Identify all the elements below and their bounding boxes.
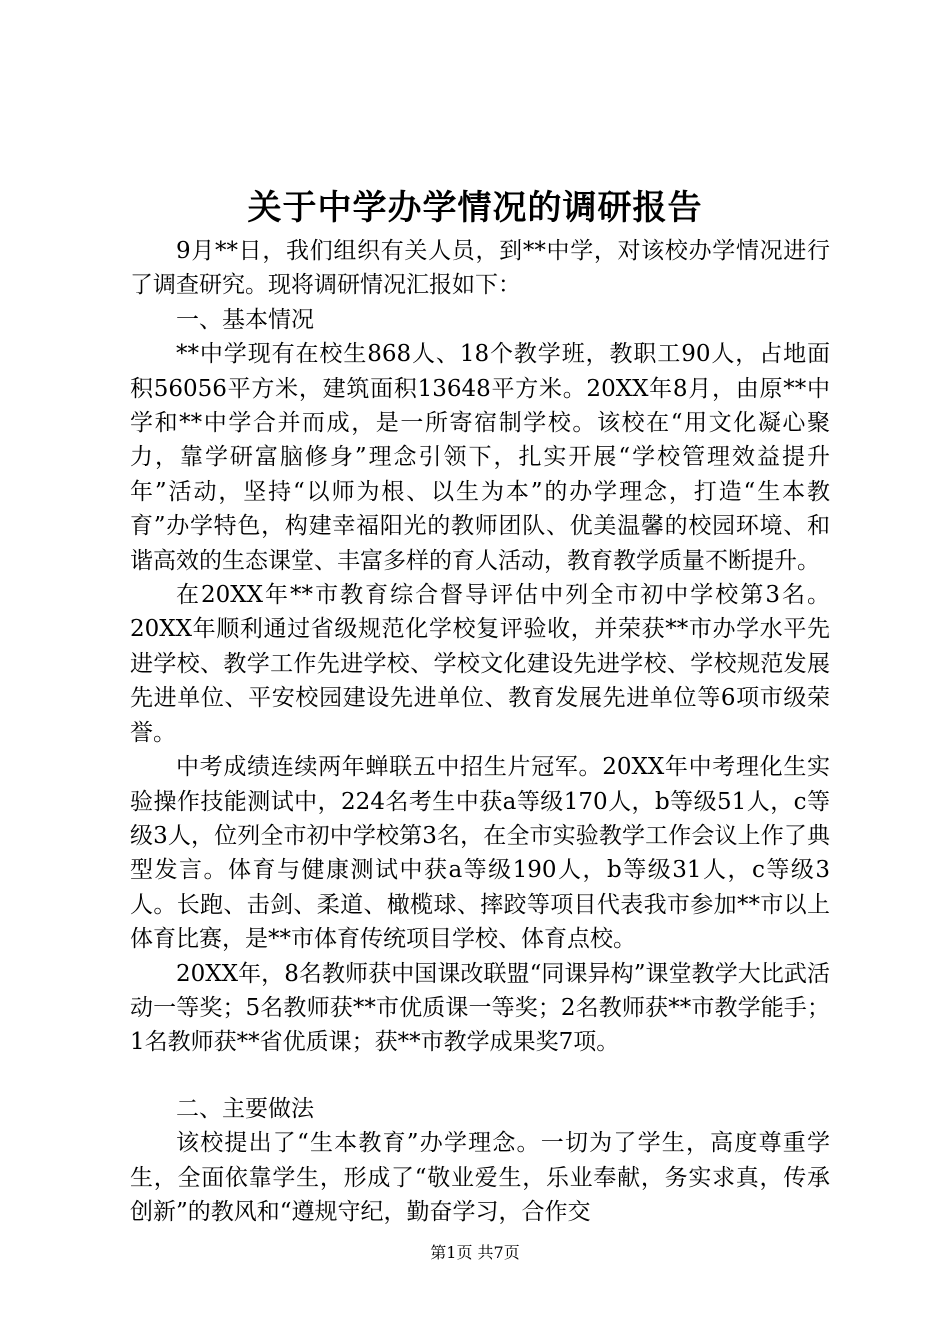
body-paragraph: 中考成绩连续两年蝉联五中招生片冠军。20XX年中考理化生实验操作技能测试中，224名考生中获a等级170人，b等级51人，c等级3人，位列全市初中学校第3名，在全市实验教学工作会议上作了典型发言。体育与健康测试中获a等级190人，b等级31人，c等级3人。长跑、击剑、柔道、橄榄球、摔跤等项目代表我市参加**市以上体育比赛，是**市体育传统项目学校、体育点校。 <box>130 754 830 953</box>
section-heading-main-practices: 二、主要做法 <box>176 1095 314 1122</box>
document-title: 关于中学办学情况的调研报告 <box>247 188 703 228</box>
body-paragraph: 该校提出了“生本教育”办学理念。一切为了学生，高度尊重学生，全面依靠学生，形成了“敬业爱生，乐业奉献，务实求真，传承创新”的教风和“遵规守纪，勤奋学习，合作交 <box>130 1130 830 1225</box>
page-number-footer: 第1页 共7页 <box>430 1243 520 1262</box>
intro-paragraph: 9月**日，我们组织有关人员，到**中学，对该校办学情况进行了调查研究。现将调研情况汇报如下： <box>130 238 830 299</box>
paragraph-spacer <box>130 1060 830 1092</box>
body-paragraph: 20XX年，8名教师获中国课改联盟“同课异构”课堂教学大比武活动一等奖；5名教师获**市优质课一等奖；2名教师获**市教学能手；1名教师获**省优质课；获**市教学成果奖7项。 <box>130 960 830 1056</box>
section-heading-basic-situation: 一、基本情况 <box>176 306 314 333</box>
body-paragraph: 在20XX年**市教育综合督导评估中列全市初中学校第3名。20XX年顺利通过省级规范化学校复评验收，并荣获**市办学水平先进学校、教学工作先进学校、学校文化建设先进学校、学校规范发展先进单位、平安校园建设先进单位、教育发展先进单位等6项市级荣誉。 <box>130 582 830 746</box>
body-paragraph: **中学现有在校生868人、18个教学班，教职工90人，占地面积56056平方米，建筑面积13648平方米。20XX年8月，由原**中学和**中学合并而成，是一所寄宿制学校。该校在“用文化凝心聚力，靠学研富脑修身”理念引领下，扎实开展“学校管理效益提升年”活动，坚持“以师为根、以生为本”的办学理念，打造“生本教育”办学特色，构建幸福阳光的教师团队、优美温馨的校园环境、和谐高效的生态课堂、丰富多样的育人活动，教育教学质量不断提升。 <box>130 341 830 574</box>
document-body <box>130 234 830 1229</box>
